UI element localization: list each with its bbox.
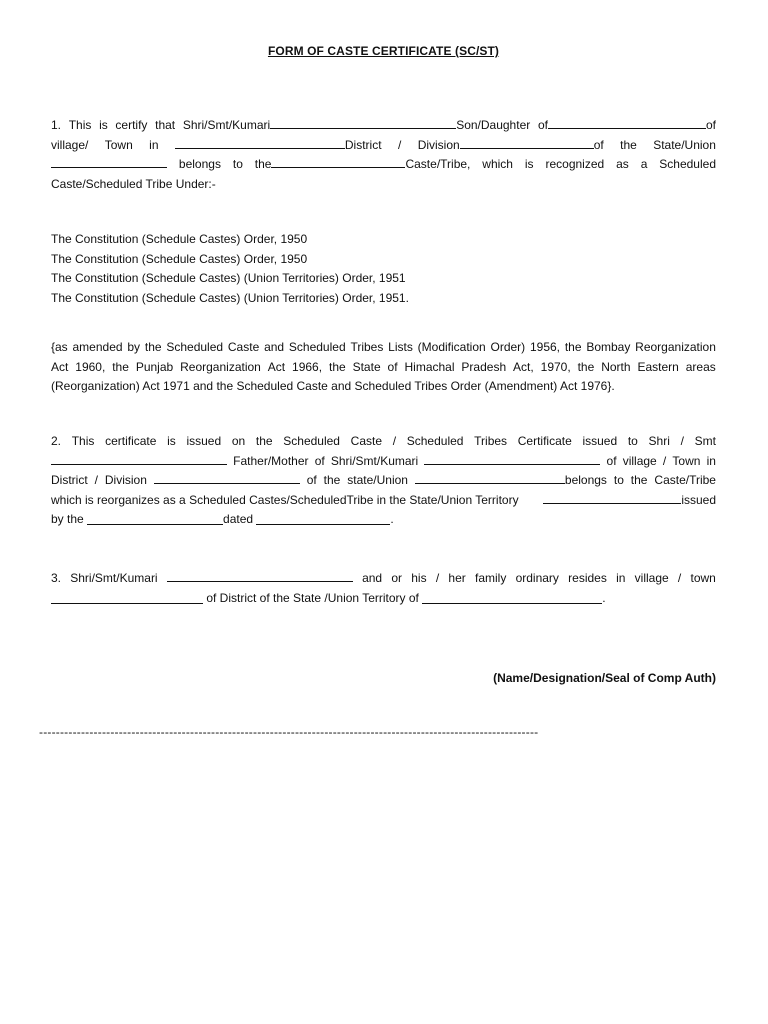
amendment-paragraph <box>51 338 716 397</box>
text-word: of <box>306 473 317 488</box>
text-word: a <box>640 157 648 172</box>
para1-line-4: Caste/Scheduled Tribe Under:- <box>51 176 216 191</box>
text-word: as <box>616 157 629 172</box>
text-word: the <box>577 359 595 374</box>
text-word: District <box>344 137 382 152</box>
text-segment: which is reorganizes as a Scheduled Castes/ScheduledTribe in the State/Union Territory <box>51 492 519 507</box>
parent-field-group <box>538 116 716 136</box>
text-word: areas <box>685 359 716 374</box>
text-word: / <box>392 434 397 448</box>
order-item: The Constitution (Schedule Castes) Order, 1950 <box>51 251 308 266</box>
text-word: Bombay <box>586 340 631 354</box>
name-blank[interactable] <box>270 116 456 129</box>
text-word: Act <box>267 359 286 374</box>
text-word: belongs <box>178 157 221 172</box>
amend-line-3: (Reorganization) Act 1971 and the Scheduled Caste and Scheduled Tribes Order (Amendment) Act 1976}. <box>51 379 615 394</box>
para1-line-2 <box>51 136 716 156</box>
text-word: the <box>144 340 162 354</box>
para2-line-4 <box>51 491 716 511</box>
text-word: the <box>328 359 346 374</box>
para2-line-5 <box>51 510 716 530</box>
text-word: recognized <box>545 157 605 172</box>
text-word: / <box>435 571 440 585</box>
para3-line-1 <box>51 569 716 589</box>
text-word: the <box>630 473 648 488</box>
text-word: Smt <box>694 434 716 448</box>
text-word: Shri/Smt/Kumari <box>70 571 158 585</box>
text-word: the <box>254 157 272 172</box>
text-word: Scheduled <box>406 434 464 448</box>
para2-line-3 <box>51 471 716 491</box>
residence-state-blank[interactable] <box>422 591 602 604</box>
text-word: his <box>411 571 427 585</box>
text-word: Scheduled <box>288 340 346 354</box>
text-word: is <box>524 157 534 172</box>
text-word: / <box>662 453 667 468</box>
text-segment: . <box>390 512 394 527</box>
text-word: Act, <box>513 359 534 374</box>
text-word: the <box>112 359 129 374</box>
text-word: Lists <box>388 340 413 354</box>
name-field-group <box>183 116 530 136</box>
text-word: / <box>677 571 682 585</box>
residence-village-blank[interactable] <box>51 591 203 604</box>
text-word: her <box>448 571 466 585</box>
text-word: Caste <box>350 434 383 448</box>
text-word: Town <box>672 453 701 468</box>
text-word: This <box>68 118 92 132</box>
text-word: family <box>474 571 507 585</box>
paragraph-2 <box>51 432 716 530</box>
parent-name-blank[interactable] <box>548 116 706 129</box>
text-word: Caste/Tribe, <box>405 157 471 172</box>
text-word: issued <box>186 434 222 448</box>
para1-line-1 <box>51 116 716 136</box>
text-word: of <box>606 453 617 468</box>
text-word: 1966, <box>292 359 323 374</box>
text-word: North <box>601 359 631 374</box>
text-word: Pradesh <box>461 359 507 374</box>
text-word: to <box>613 473 624 488</box>
text-word: and <box>264 340 285 354</box>
text-word: Division <box>417 137 460 152</box>
text-word: the <box>620 137 637 152</box>
child-name-blank[interactable] <box>424 452 600 465</box>
person-name-blank[interactable] <box>51 452 227 465</box>
text-word: Scheduled <box>659 157 716 172</box>
amend-line-1 <box>51 338 716 358</box>
text-word: Reorganization <box>635 340 716 354</box>
text-segment: . <box>602 590 606 605</box>
text-word: village/ <box>51 137 89 152</box>
para-number: 3. <box>51 571 62 585</box>
village-blank[interactable] <box>175 136 345 149</box>
text-word: which <box>482 157 513 172</box>
territory-field-group <box>543 491 716 511</box>
text-word: village <box>622 453 657 468</box>
village-field-group <box>175 136 382 156</box>
district-blank[interactable] <box>154 471 300 484</box>
amend-line-2 <box>51 358 716 378</box>
text-word: of <box>314 453 325 468</box>
text-word: 1956, <box>529 340 561 354</box>
date-blank[interactable] <box>256 512 390 525</box>
signature-block: (Name/Designation/Seal of Comp Auth) <box>493 671 716 685</box>
text-word: / <box>397 137 402 152</box>
text-word: Caste <box>227 340 260 354</box>
text-word: / <box>680 434 684 448</box>
order-item: The Constitution (Schedule Castes) Order, 1950 <box>51 232 308 246</box>
dashed-separator: ----------------------------------------------------------------------------------------------------------------------- <box>39 725 539 739</box>
territory-blank[interactable] <box>543 491 681 504</box>
text-word: the <box>255 434 273 448</box>
division-field-group <box>418 136 604 156</box>
issuer-blank[interactable] <box>87 512 223 525</box>
text-word: amended <box>72 340 123 354</box>
text-word: Eastern <box>637 359 679 374</box>
text-word: Certificate <box>517 434 572 448</box>
division-blank[interactable] <box>460 136 594 149</box>
text-word: {as <box>51 340 68 354</box>
text-word: to <box>232 157 243 172</box>
text-word: Tribes <box>350 340 384 354</box>
orders-list <box>51 230 716 308</box>
text-word: resides <box>568 571 607 585</box>
text-word: State/Union <box>653 137 716 152</box>
text-word: of <box>593 137 604 152</box>
resident-name-blank[interactable] <box>167 569 353 582</box>
caste-blank[interactable] <box>271 155 405 168</box>
text-word: certificate <box>105 434 157 448</box>
text-word: Town <box>104 137 133 152</box>
text-word: that <box>155 118 176 132</box>
text-word: Order) <box>490 340 526 354</box>
text-word: on <box>231 434 246 448</box>
text-word: the <box>564 340 582 354</box>
text-segment: of District of the State /Union Territory of <box>206 590 419 605</box>
para2-line-1 <box>51 432 716 452</box>
text-word: / <box>94 473 98 488</box>
text-word: ordinary <box>515 571 559 585</box>
text-word: Punjab <box>135 359 174 374</box>
text-word: the <box>323 473 341 488</box>
order-item: The Constitution (Schedule Castes) (Union Territories) Order, 1951. <box>51 290 409 305</box>
text-word: of <box>537 118 548 132</box>
text-word: village <box>634 571 669 585</box>
para-number: 1. <box>51 118 62 132</box>
text-word: Himachal <box>404 359 455 374</box>
text-word: Act <box>51 359 69 374</box>
text-word: to <box>627 434 638 448</box>
para-number: 2. <box>51 434 62 448</box>
text-word: in <box>706 453 716 468</box>
text-word: of <box>705 118 716 132</box>
text-word: in <box>616 571 626 585</box>
text-word: by <box>127 340 141 354</box>
para3-line-2 <box>51 589 716 609</box>
text-word: 1960, <box>75 359 106 374</box>
text-word: Scheduled <box>166 340 224 354</box>
text-word: Caste/Tribe <box>654 473 716 488</box>
text-segment: by the <box>51 512 84 527</box>
order-item: The Constitution (Schedule Castes) (Union Territories) Order, 1951 <box>51 271 406 286</box>
text-word: Shri/Smt/Kumari <box>182 118 271 132</box>
page-title: FORM OF CASTE CERTIFICATE (SC/ST) <box>267 44 500 58</box>
text-word: Division <box>104 473 147 488</box>
text-word: Tribes <box>474 434 508 448</box>
text-word: town <box>690 571 716 585</box>
text-word: This <box>71 434 95 448</box>
text-word: in <box>149 137 159 152</box>
text-segment: dated <box>223 512 254 527</box>
state-field-group <box>415 471 607 491</box>
text-word: Son/Daughter <box>456 118 531 132</box>
text-word: certify <box>115 118 148 132</box>
text-word: or <box>391 571 403 585</box>
paragraph-1 <box>51 116 716 194</box>
state-blank[interactable] <box>51 155 167 168</box>
text-word: Scheduled <box>283 434 340 448</box>
text-word: Father/Mother <box>233 453 309 468</box>
text-word: Shri <box>648 434 670 448</box>
paragraph-3 <box>51 569 716 608</box>
text-word: state/Union <box>347 473 408 488</box>
text-word: 1970, <box>540 359 571 374</box>
para2-line-2 <box>51 452 716 472</box>
text-word: and <box>362 571 383 585</box>
para1-line-3 <box>51 155 716 175</box>
text-word: District <box>51 473 88 488</box>
text-word: belongs <box>564 473 607 488</box>
text-word: Reorganization <box>180 359 261 374</box>
text-word: of <box>387 359 398 374</box>
text-word: issued <box>681 492 716 507</box>
text-word: is <box>167 434 176 448</box>
caste-field-group <box>255 155 471 175</box>
text-word: State <box>352 359 381 374</box>
state-union-blank[interactable] <box>415 471 565 484</box>
text-word: Shri/Smt/Kumari <box>330 453 419 468</box>
text-word: issued <box>582 434 618 448</box>
text-word: is <box>99 118 108 132</box>
text-word: (Modification <box>417 340 486 354</box>
